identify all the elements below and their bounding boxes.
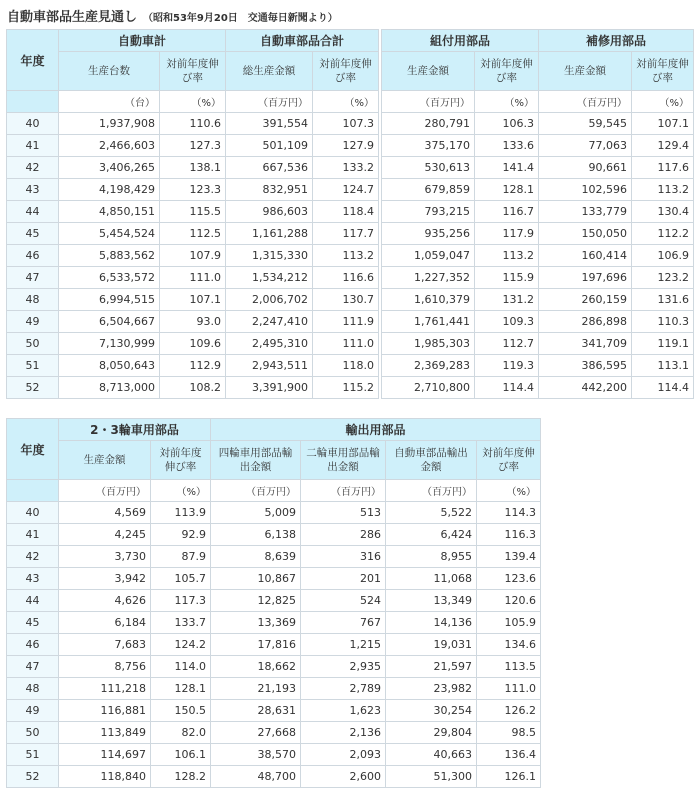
year-cell: 50 bbox=[7, 722, 59, 744]
data-cell: 111.0 bbox=[477, 678, 541, 700]
data-cell: 18,662 bbox=[211, 656, 301, 678]
group-header-two-three-wheel-parts: 2・3輪車用部品 bbox=[59, 419, 211, 441]
table-row bbox=[382, 289, 694, 311]
data-cell: 1,761,441 bbox=[382, 311, 475, 333]
group-header-parts-total: 自動車部品合計 bbox=[226, 30, 379, 52]
data-cell: 123.6 bbox=[477, 568, 541, 590]
data-cell: 2,495,310 bbox=[226, 333, 313, 355]
data-cell: 109.6 bbox=[160, 333, 226, 355]
year-cell: 49 bbox=[7, 700, 59, 722]
data-cell: 114.4 bbox=[632, 377, 694, 399]
unit-cell: （%） bbox=[151, 480, 211, 502]
data-cell: 126.1 bbox=[477, 766, 541, 788]
table-row bbox=[382, 245, 694, 267]
year-header: 年度 bbox=[7, 30, 59, 91]
unit-cell: （%） bbox=[160, 91, 226, 113]
data-cell: 112.9 bbox=[160, 355, 226, 377]
col-header: 対前年度伸び率 bbox=[477, 441, 541, 480]
production-table-left bbox=[6, 29, 379, 399]
year-cell: 50 bbox=[7, 333, 59, 355]
unit-cell: （百万円） bbox=[226, 91, 313, 113]
col-header: 対前年度伸び率 bbox=[632, 52, 694, 91]
data-cell: 201 bbox=[301, 568, 386, 590]
year-cell: 41 bbox=[7, 135, 59, 157]
data-cell: 40,663 bbox=[386, 744, 477, 766]
data-cell: 501,109 bbox=[226, 135, 313, 157]
data-cell: 111.0 bbox=[160, 267, 226, 289]
data-cell: 3,391,900 bbox=[226, 377, 313, 399]
table-row bbox=[7, 502, 541, 524]
year-header: 年度 bbox=[7, 419, 59, 480]
data-cell: 1,534,212 bbox=[226, 267, 313, 289]
data-cell: 150,050 bbox=[539, 223, 632, 245]
data-cell: 7,130,999 bbox=[59, 333, 160, 355]
data-cell: 832,951 bbox=[226, 179, 313, 201]
production-table-right bbox=[381, 29, 694, 399]
data-cell: 1,985,303 bbox=[382, 333, 475, 355]
data-cell: 117.3 bbox=[151, 590, 211, 612]
data-cell: 197,696 bbox=[539, 267, 632, 289]
data-cell: 105.9 bbox=[477, 612, 541, 634]
data-cell: 1,161,288 bbox=[226, 223, 313, 245]
data-cell: 117.9 bbox=[475, 223, 539, 245]
units-row-blank bbox=[7, 91, 59, 113]
data-cell: 112.7 bbox=[475, 333, 539, 355]
data-cell: 114.4 bbox=[475, 377, 539, 399]
data-cell: 341,709 bbox=[539, 333, 632, 355]
data-cell: 118.4 bbox=[313, 201, 379, 223]
year-cell: 47 bbox=[7, 267, 59, 289]
year-cell: 48 bbox=[7, 678, 59, 700]
col-header: 生産金額 bbox=[539, 52, 632, 91]
unit-cell: （百万円） bbox=[301, 480, 386, 502]
data-cell: 2,710,800 bbox=[382, 377, 475, 399]
unit-cell: （%） bbox=[475, 91, 539, 113]
data-cell: 123.3 bbox=[160, 179, 226, 201]
data-cell: 111,218 bbox=[59, 678, 151, 700]
col-header: 総生産金額 bbox=[226, 52, 313, 91]
data-cell: 2,093 bbox=[301, 744, 386, 766]
data-cell: 128.1 bbox=[151, 678, 211, 700]
group-header-assembly-parts: 組付用部品 bbox=[382, 30, 539, 52]
data-cell: 679,859 bbox=[382, 179, 475, 201]
unit-cell: （%） bbox=[313, 91, 379, 113]
year-cell: 42 bbox=[7, 157, 59, 179]
year-cell: 47 bbox=[7, 656, 59, 678]
data-cell: 124.2 bbox=[151, 634, 211, 656]
data-cell: 150.5 bbox=[151, 700, 211, 722]
data-cell: 106.9 bbox=[632, 245, 694, 267]
unit-cell: （百万円） bbox=[59, 480, 151, 502]
table-row bbox=[382, 377, 694, 399]
data-cell: 87.9 bbox=[151, 546, 211, 568]
data-cell: 2,247,410 bbox=[226, 311, 313, 333]
data-cell: 10,867 bbox=[211, 568, 301, 590]
col-header: 生産台数 bbox=[59, 52, 160, 91]
table-row bbox=[7, 179, 379, 201]
year-cell: 49 bbox=[7, 311, 59, 333]
data-cell: 935,256 bbox=[382, 223, 475, 245]
data-cell: 51,300 bbox=[386, 766, 477, 788]
data-cell: 667,536 bbox=[226, 157, 313, 179]
data-cell: 1,623 bbox=[301, 700, 386, 722]
data-cell: 1,610,379 bbox=[382, 289, 475, 311]
data-cell: 115.5 bbox=[160, 201, 226, 223]
data-cell: 5,009 bbox=[211, 502, 301, 524]
col-header: 生産金額 bbox=[382, 52, 475, 91]
col-header: 四輪車用部品輸出金額 bbox=[211, 441, 301, 480]
table-row bbox=[7, 634, 541, 656]
data-cell: 113.5 bbox=[477, 656, 541, 678]
year-cell: 43 bbox=[7, 179, 59, 201]
data-cell: 114.0 bbox=[151, 656, 211, 678]
table-row bbox=[382, 311, 694, 333]
table-row bbox=[7, 744, 541, 766]
data-cell: 3,730 bbox=[59, 546, 151, 568]
data-cell: 116.6 bbox=[313, 267, 379, 289]
table-row bbox=[382, 179, 694, 201]
data-cell: 260,159 bbox=[539, 289, 632, 311]
data-cell: 117.6 bbox=[632, 157, 694, 179]
data-cell: 136.4 bbox=[477, 744, 541, 766]
table-row bbox=[7, 201, 379, 223]
data-cell: 6,994,515 bbox=[59, 289, 160, 311]
data-cell: 1,215 bbox=[301, 634, 386, 656]
data-cell: 280,791 bbox=[382, 113, 475, 135]
data-cell: 8,955 bbox=[386, 546, 477, 568]
data-cell: 116.7 bbox=[475, 201, 539, 223]
table-row bbox=[7, 157, 379, 179]
data-cell: 77,063 bbox=[539, 135, 632, 157]
group-header-repair-parts: 補修用部品 bbox=[539, 30, 694, 52]
table-row bbox=[7, 700, 541, 722]
table-row bbox=[382, 355, 694, 377]
table-row bbox=[7, 223, 379, 245]
data-cell: 48,700 bbox=[211, 766, 301, 788]
data-cell: 123.2 bbox=[632, 267, 694, 289]
data-cell: 59,545 bbox=[539, 113, 632, 135]
group-header-vehicle-total: 自動車計 bbox=[59, 30, 226, 52]
table-row bbox=[7, 524, 541, 546]
data-cell: 82.0 bbox=[151, 722, 211, 744]
title-text: 自動車部品生産見通し bbox=[7, 10, 138, 25]
data-cell: 127.9 bbox=[313, 135, 379, 157]
data-cell: 30,254 bbox=[386, 700, 477, 722]
year-cell: 51 bbox=[7, 355, 59, 377]
table-row bbox=[7, 289, 379, 311]
data-cell: 13,369 bbox=[211, 612, 301, 634]
data-cell: 6,184 bbox=[59, 612, 151, 634]
data-cell: 107.1 bbox=[632, 113, 694, 135]
data-cell: 21,597 bbox=[386, 656, 477, 678]
year-cell: 46 bbox=[7, 634, 59, 656]
col-header: 二輪車用部品輸出金額 bbox=[301, 441, 386, 480]
data-cell: 110.6 bbox=[160, 113, 226, 135]
data-cell: 793,215 bbox=[382, 201, 475, 223]
data-cell: 524 bbox=[301, 590, 386, 612]
data-cell: 286 bbox=[301, 524, 386, 546]
data-cell: 1,315,330 bbox=[226, 245, 313, 267]
data-cell: 93.0 bbox=[160, 311, 226, 333]
data-cell: 134.6 bbox=[477, 634, 541, 656]
table-row bbox=[382, 267, 694, 289]
unit-cell: （百万円） bbox=[211, 480, 301, 502]
data-cell: 116.3 bbox=[477, 524, 541, 546]
col-header: 対前年度伸び率 bbox=[160, 52, 226, 91]
table-row bbox=[7, 333, 379, 355]
data-cell: 115.9 bbox=[475, 267, 539, 289]
year-cell: 52 bbox=[7, 377, 59, 399]
data-cell: 130.7 bbox=[313, 289, 379, 311]
data-cell: 120.6 bbox=[477, 590, 541, 612]
data-cell: 286,898 bbox=[539, 311, 632, 333]
data-cell: 2,466,603 bbox=[59, 135, 160, 157]
col-header: 対前年度伸び率 bbox=[475, 52, 539, 91]
year-cell: 44 bbox=[7, 590, 59, 612]
col-header: 対前年度伸び率 bbox=[151, 441, 211, 480]
data-cell: 5,883,562 bbox=[59, 245, 160, 267]
data-cell: 113.2 bbox=[475, 245, 539, 267]
year-cell: 43 bbox=[7, 568, 59, 590]
data-cell: 98.5 bbox=[477, 722, 541, 744]
data-cell: 141.4 bbox=[475, 157, 539, 179]
table-row bbox=[7, 113, 379, 135]
data-cell: 442,200 bbox=[539, 377, 632, 399]
data-cell: 113.1 bbox=[632, 355, 694, 377]
table-row bbox=[382, 223, 694, 245]
data-cell: 1,059,047 bbox=[382, 245, 475, 267]
page-title bbox=[7, 6, 338, 25]
table-row bbox=[382, 135, 694, 157]
data-cell: 21,193 bbox=[211, 678, 301, 700]
data-cell: 124.7 bbox=[313, 179, 379, 201]
table-row bbox=[7, 311, 379, 333]
data-cell: 106.1 bbox=[151, 744, 211, 766]
data-cell: 133.2 bbox=[313, 157, 379, 179]
data-cell: 11,068 bbox=[386, 568, 477, 590]
data-cell: 6,533,572 bbox=[59, 267, 160, 289]
data-cell: 28,631 bbox=[211, 700, 301, 722]
data-cell: 133.7 bbox=[151, 612, 211, 634]
year-cell: 48 bbox=[7, 289, 59, 311]
data-cell: 112.2 bbox=[632, 223, 694, 245]
data-cell: 113.2 bbox=[632, 179, 694, 201]
year-cell: 40 bbox=[7, 113, 59, 135]
data-cell: 129.4 bbox=[632, 135, 694, 157]
data-cell: 113,849 bbox=[59, 722, 151, 744]
data-cell: 126.2 bbox=[477, 700, 541, 722]
data-cell: 113.9 bbox=[151, 502, 211, 524]
data-cell: 14,136 bbox=[386, 612, 477, 634]
data-cell: 8,639 bbox=[211, 546, 301, 568]
data-cell: 105.7 bbox=[151, 568, 211, 590]
data-cell: 106.3 bbox=[475, 113, 539, 135]
data-cell: 316 bbox=[301, 546, 386, 568]
table-row bbox=[7, 766, 541, 788]
table-row bbox=[382, 157, 694, 179]
data-cell: 386,595 bbox=[539, 355, 632, 377]
data-cell: 8,713,000 bbox=[59, 377, 160, 399]
data-cell: 128.1 bbox=[475, 179, 539, 201]
table-row bbox=[7, 656, 541, 678]
data-cell: 160,414 bbox=[539, 245, 632, 267]
data-cell: 530,613 bbox=[382, 157, 475, 179]
unit-cell: （%） bbox=[632, 91, 694, 113]
data-cell: 139.4 bbox=[477, 546, 541, 568]
data-cell: 131.2 bbox=[475, 289, 539, 311]
data-cell: 133.6 bbox=[475, 135, 539, 157]
data-cell: 7,683 bbox=[59, 634, 151, 656]
table-row bbox=[7, 135, 379, 157]
data-cell: 8,050,643 bbox=[59, 355, 160, 377]
data-cell: 107.1 bbox=[160, 289, 226, 311]
data-cell: 5,454,524 bbox=[59, 223, 160, 245]
table-row bbox=[7, 678, 541, 700]
table-row bbox=[382, 333, 694, 355]
group-header-export-parts: 輸出用部品 bbox=[211, 419, 541, 441]
unit-cell: （百万円） bbox=[386, 480, 477, 502]
unit-cell: （台） bbox=[59, 91, 160, 113]
data-cell: 13,349 bbox=[386, 590, 477, 612]
data-cell: 92.9 bbox=[151, 524, 211, 546]
data-cell: 107.9 bbox=[160, 245, 226, 267]
table-row bbox=[7, 590, 541, 612]
data-cell: 1,227,352 bbox=[382, 267, 475, 289]
export-table bbox=[6, 418, 541, 788]
data-cell: 767 bbox=[301, 612, 386, 634]
data-cell: 6,424 bbox=[386, 524, 477, 546]
data-cell: 375,170 bbox=[382, 135, 475, 157]
table-row bbox=[7, 377, 379, 399]
data-cell: 38,570 bbox=[211, 744, 301, 766]
data-cell: 4,850,151 bbox=[59, 201, 160, 223]
year-cell: 41 bbox=[7, 524, 59, 546]
data-cell: 391,554 bbox=[226, 113, 313, 135]
data-cell: 114,697 bbox=[59, 744, 151, 766]
col-header: 生産金額 bbox=[59, 441, 151, 480]
data-cell: 8,756 bbox=[59, 656, 151, 678]
data-cell: 4,626 bbox=[59, 590, 151, 612]
data-cell: 2,136 bbox=[301, 722, 386, 744]
col-header: 自動車部品輸出金額 bbox=[386, 441, 477, 480]
data-cell: 115.2 bbox=[313, 377, 379, 399]
data-cell: 4,198,429 bbox=[59, 179, 160, 201]
data-cell: 513 bbox=[301, 502, 386, 524]
data-cell: 2,935 bbox=[301, 656, 386, 678]
table-row bbox=[7, 722, 541, 744]
year-cell: 40 bbox=[7, 502, 59, 524]
data-cell: 2,600 bbox=[301, 766, 386, 788]
data-cell: 17,816 bbox=[211, 634, 301, 656]
data-cell: 27,668 bbox=[211, 722, 301, 744]
data-cell: 133,779 bbox=[539, 201, 632, 223]
table-row bbox=[7, 546, 541, 568]
unit-cell: （百万円） bbox=[539, 91, 632, 113]
data-cell: 114.3 bbox=[477, 502, 541, 524]
unit-cell: （%） bbox=[477, 480, 541, 502]
data-cell: 107.3 bbox=[313, 113, 379, 135]
data-cell: 2,789 bbox=[301, 678, 386, 700]
data-cell: 113.2 bbox=[313, 245, 379, 267]
data-cell: 128.2 bbox=[151, 766, 211, 788]
data-cell: 127.3 bbox=[160, 135, 226, 157]
data-cell: 111.0 bbox=[313, 333, 379, 355]
data-cell: 102,596 bbox=[539, 179, 632, 201]
data-cell: 3,942 bbox=[59, 568, 151, 590]
data-cell: 117.7 bbox=[313, 223, 379, 245]
data-cell: 138.1 bbox=[160, 157, 226, 179]
data-cell: 19,031 bbox=[386, 634, 477, 656]
year-cell: 52 bbox=[7, 766, 59, 788]
data-cell: 118,840 bbox=[59, 766, 151, 788]
data-cell: 130.4 bbox=[632, 201, 694, 223]
table-row bbox=[382, 201, 694, 223]
year-cell: 46 bbox=[7, 245, 59, 267]
units-row-blank bbox=[7, 480, 59, 502]
data-cell: 119.3 bbox=[475, 355, 539, 377]
table-row bbox=[7, 267, 379, 289]
data-cell: 119.1 bbox=[632, 333, 694, 355]
data-cell: 4,245 bbox=[59, 524, 151, 546]
table-row bbox=[382, 113, 694, 135]
data-cell: 108.2 bbox=[160, 377, 226, 399]
data-cell: 29,804 bbox=[386, 722, 477, 744]
data-cell: 109.3 bbox=[475, 311, 539, 333]
data-cell: 6,504,667 bbox=[59, 311, 160, 333]
data-cell: 112.5 bbox=[160, 223, 226, 245]
data-cell: 131.6 bbox=[632, 289, 694, 311]
year-cell: 42 bbox=[7, 546, 59, 568]
data-cell: 5,522 bbox=[386, 502, 477, 524]
year-cell: 51 bbox=[7, 744, 59, 766]
data-cell: 1,937,908 bbox=[59, 113, 160, 135]
data-cell: 3,406,265 bbox=[59, 157, 160, 179]
data-cell: 986,603 bbox=[226, 201, 313, 223]
year-cell: 45 bbox=[7, 612, 59, 634]
data-cell: 116,881 bbox=[59, 700, 151, 722]
table-row bbox=[7, 245, 379, 267]
data-cell: 23,982 bbox=[386, 678, 477, 700]
data-cell: 4,569 bbox=[59, 502, 151, 524]
year-cell: 45 bbox=[7, 223, 59, 245]
data-cell: 110.3 bbox=[632, 311, 694, 333]
data-cell: 2,006,702 bbox=[226, 289, 313, 311]
table-row bbox=[7, 612, 541, 634]
title-source-note: （昭和53年9月20日 交通毎日新聞より） bbox=[143, 13, 338, 24]
table-row bbox=[7, 568, 541, 590]
table-row bbox=[7, 355, 379, 377]
unit-cell: （百万円） bbox=[382, 91, 475, 113]
data-cell: 2,943,511 bbox=[226, 355, 313, 377]
data-cell: 118.0 bbox=[313, 355, 379, 377]
year-cell: 44 bbox=[7, 201, 59, 223]
data-cell: 12,825 bbox=[211, 590, 301, 612]
data-cell: 6,138 bbox=[211, 524, 301, 546]
col-header: 対前年度伸び率 bbox=[313, 52, 379, 91]
data-cell: 90,661 bbox=[539, 157, 632, 179]
data-cell: 111.9 bbox=[313, 311, 379, 333]
data-cell: 2,369,283 bbox=[382, 355, 475, 377]
